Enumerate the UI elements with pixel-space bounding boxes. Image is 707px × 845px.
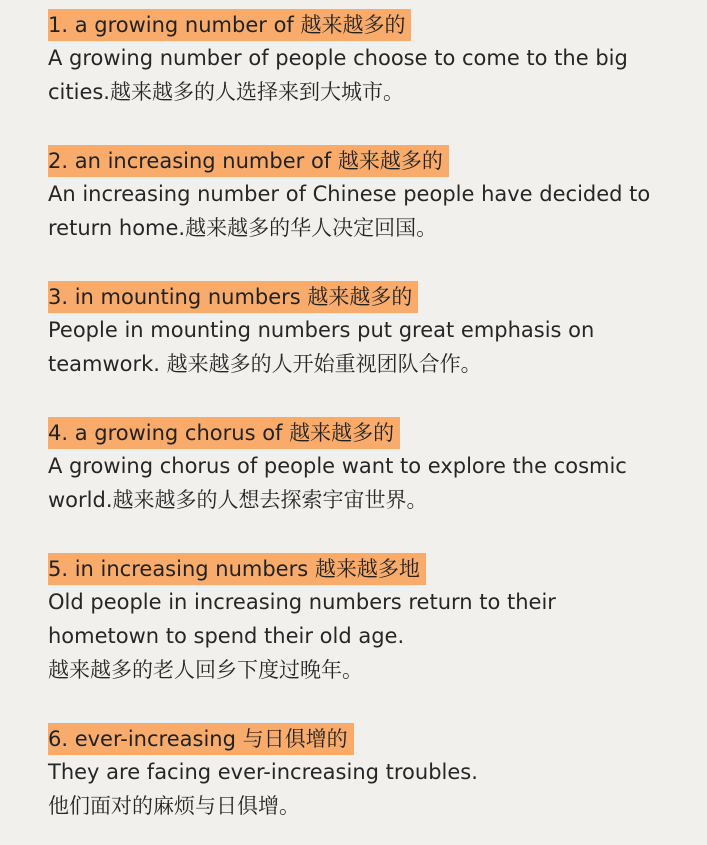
phrase-heading: 3. in mounting numbers 越来越多的 — [48, 281, 418, 313]
phrase-heading: 2. an increasing number of 越来越多的 — [48, 145, 449, 177]
entry-spacer — [48, 245, 707, 281]
example-sentence-line: world.越来越多的人想去探索宇宙世界。 — [48, 488, 428, 512]
phrase-entry-6 — [48, 723, 707, 823]
phrase-entry-2 — [48, 145, 707, 245]
phrase-entry-1 — [48, 9, 707, 109]
example-sentence-line: They are facing ever-increasing troubles. — [48, 760, 478, 784]
entry-spacer — [48, 517, 707, 553]
phrase-heading: 6. ever-increasing 与日俱增的 — [48, 723, 354, 755]
example-sentence-line: hometown to spend their old age. — [48, 624, 405, 648]
example-sentence-line: teamwork. 越来越多的人开始重视团队合作。 — [48, 352, 482, 376]
phrase-heading: 1. a growing number of 越来越多的 — [48, 9, 411, 41]
example-sentence-line: return home.越来越多的华人决定回国。 — [48, 216, 438, 240]
phrase-entry-4 — [48, 417, 707, 517]
example-sentence-line: Old people in increasing numbers return to their — [48, 590, 556, 614]
example-sentence-line: A growing number of people choose to come to the big — [48, 46, 628, 70]
example-sentence-line: cities.越来越多的人选择来到大城市。 — [48, 80, 404, 104]
phrase-entry-5 — [48, 553, 707, 687]
phrase-heading: 4. a growing chorus of 越来越多的 — [48, 417, 400, 449]
example-sentence-line: A growing chorus of people want to explore the cosmic — [48, 454, 627, 478]
phrase-entry-3 — [48, 281, 707, 381]
example-sentence-line: People in mounting numbers put great emphasis on — [48, 318, 595, 342]
example-sentence-line: 越来越多的老人回乡下度过晚年。 — [48, 658, 363, 682]
entry-spacer — [48, 687, 707, 723]
entry-spacer — [48, 109, 707, 145]
phrase-heading: 5. in increasing numbers 越来越多地 — [48, 553, 426, 585]
entry-spacer — [48, 381, 707, 417]
example-sentence-line: 他们面对的麻烦与日俱增。 — [48, 794, 300, 818]
example-sentence-line: An increasing number of Chinese people have decided to — [48, 182, 651, 206]
